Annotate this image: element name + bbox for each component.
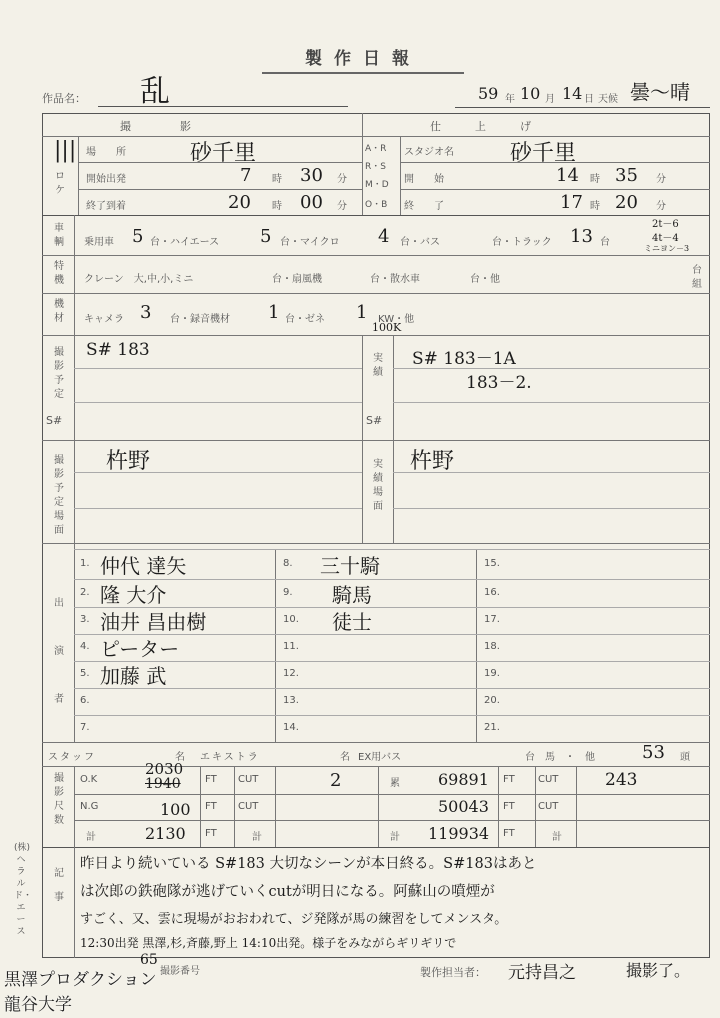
code-md: M・D — [365, 180, 389, 190]
day-unit: 日 — [584, 94, 594, 105]
fan-label: 台・扇風機 — [272, 274, 322, 285]
cast-num-8: 8. — [283, 558, 293, 569]
cast-num-20: 20. — [484, 695, 500, 706]
cast-label: 出演者 — [54, 598, 64, 705]
rec-label: 台・録音機材 — [170, 314, 230, 325]
horse-value: 53 — [642, 742, 665, 763]
code-ob: O・B — [365, 200, 388, 210]
total-value: 2130 — [145, 824, 186, 843]
ng-ft: FT — [205, 801, 217, 812]
finish-header: 仕 上 げ — [430, 120, 535, 133]
cast-num-16: 16. — [484, 587, 500, 598]
truck-label: 台・トラック — [492, 237, 552, 248]
car-label: 乗用車 — [84, 237, 114, 248]
cum-total: 119934 — [428, 824, 490, 843]
cast-num-15: 15. — [484, 558, 500, 569]
end-min: 00 — [300, 192, 323, 213]
footage-label: 撮影尺数 — [54, 773, 64, 826]
actual-location-label: 実績場面 — [373, 459, 383, 512]
ng-value: 100 — [160, 800, 191, 819]
horse-label: 台 馬 ・ 他 — [525, 752, 595, 763]
kw-value: 100K — [372, 321, 402, 334]
special-label: 特機 — [54, 261, 64, 286]
vehicle-unit: 台 — [600, 237, 610, 248]
actual-scene-2: 183－2. — [466, 373, 532, 393]
cum-ng-ft: FT — [503, 801, 515, 812]
min-unit-3: 分 — [656, 174, 666, 185]
horse-unit: 頭 — [680, 752, 690, 763]
micro-value: 4 — [378, 226, 390, 247]
cast-name-8: 三十騎 — [320, 554, 380, 578]
ok-cut-value: 2 — [330, 770, 342, 791]
date-year: 59 — [478, 84, 499, 103]
start-label: 開始出発 — [86, 174, 126, 185]
manager-value: 元持昌之 — [508, 963, 576, 983]
cast-name-2: 隆 大介 — [100, 583, 167, 607]
code-ar: A・R — [365, 144, 387, 154]
year-unit: 年 — [505, 94, 515, 105]
hiace-label: 台・ハイエース — [150, 237, 220, 248]
place-value: 砂千里 — [190, 141, 257, 166]
shoot-header: 撮 影 — [120, 120, 195, 133]
cast-num-4: 4. — [80, 641, 90, 652]
plan-location-value: 杵野 — [106, 449, 151, 474]
ng-cut-label: CUT — [238, 801, 259, 812]
actual-scene-1: S# 183－1A — [412, 349, 516, 369]
water-label: 台・散水車 — [370, 274, 420, 285]
actual-scene-suffix: S# — [366, 414, 383, 427]
cast-name-9: 騎馬 — [332, 583, 372, 607]
studio-label: スタジオ名 — [404, 147, 454, 158]
plan-scene-label: 撮影予定 — [54, 347, 64, 400]
cast-num-12: 12. — [283, 668, 299, 679]
staff-unit: 名 — [175, 752, 185, 763]
cast-num-7: 7. — [80, 722, 90, 733]
cast-name-4: ピーター — [100, 637, 180, 661]
cum-cut-value: 243 — [605, 770, 638, 790]
cum-ng-cut: CUT — [538, 801, 559, 812]
hiace-value: 5 — [260, 226, 272, 247]
extra-unit: 名 — [340, 752, 350, 763]
date-underline — [455, 107, 710, 108]
car-value: 5 — [132, 226, 144, 247]
ok-ft: FT — [205, 774, 217, 785]
equipment-label: 機材 — [54, 299, 64, 324]
crane-label: クレーン 大,中,小,ミニ — [84, 274, 194, 285]
notes-line-3: すごく、又、雲に現場がおおわれて、ジ発隊が馬の練習をしてメンスタ。 — [80, 912, 508, 927]
staff-label: スタッフ — [48, 752, 96, 763]
cum-ok-ft: FT — [503, 774, 515, 785]
cast-num-10: 10. — [283, 614, 299, 625]
cast-num-17: 17. — [484, 614, 500, 625]
notes-line-1: 昨日より続いている S#183 大切なシーンが本日終る。S#183はあと — [80, 856, 537, 872]
cast-num-5: 5. — [80, 668, 90, 679]
plan-scene-suffix: S# — [46, 414, 63, 427]
hour-unit-1: 時 — [272, 174, 282, 185]
micro-label: 台・マイクロ — [280, 237, 340, 248]
month-unit: 月 — [545, 94, 555, 105]
shoot-end-note: 撮影了。 — [626, 961, 691, 980]
title-underline — [262, 72, 464, 74]
notes-line-4: 12:30出発 黒澤,杉,斉藤,野上 14:10出発。様子をみながらギリギリで — [80, 936, 457, 950]
finish-end-min: 20 — [615, 192, 638, 213]
work-label: 作品名： — [42, 92, 86, 105]
vehicles-label: 車輌 — [54, 223, 64, 248]
start-hour: 7 — [240, 165, 252, 186]
rec-value: 1 — [268, 302, 280, 323]
cum-ok-cut: CUT — [538, 774, 559, 785]
cum-total-label: 計 — [390, 832, 400, 843]
publisher-mark: (株)ヘラルド・エース — [14, 843, 33, 937]
total-ft: FT — [205, 828, 217, 839]
min-unit-1: 分 — [337, 174, 347, 185]
weather-label: 天候 — [598, 94, 618, 105]
footer-prefix: 撮影番号 — [160, 966, 200, 977]
page-title: 製作日報 — [305, 49, 421, 69]
hour-unit-3: 時 — [590, 174, 600, 185]
actual-location-value: 杵野 — [410, 449, 455, 474]
ok-struck-value: 1940 — [145, 776, 181, 792]
camera-value: 3 — [140, 302, 152, 323]
cast-name-10: 徒士 — [332, 610, 372, 634]
watermark-line-1: 黒澤プロダクション — [4, 970, 157, 990]
truck-value: 13 — [570, 226, 593, 247]
cast-num-18: 18. — [484, 641, 500, 652]
notes-line-2: は次郎の鉄砲隊が逃げていくcutが明日になる。阿蘇山の噴煙が — [80, 884, 495, 900]
work-value: 乱 — [140, 74, 170, 109]
ok-label: O.K — [80, 774, 98, 785]
work-underline — [98, 106, 348, 107]
finish-end-label: 終 了 — [404, 201, 444, 212]
truck-note-1: 2t－6 — [652, 219, 679, 230]
cast-num-13: 13. — [283, 695, 299, 706]
place-label: 場 所 — [86, 147, 126, 158]
manager-label: 製作担当者： — [420, 966, 486, 979]
finish-start-min: 35 — [615, 165, 638, 186]
watermark-line-2: 龍谷大学 — [4, 995, 72, 1015]
extra-label: エキストラ — [200, 752, 260, 763]
bus-label: 台・バス — [400, 237, 440, 248]
code-rs: R・S — [365, 162, 386, 172]
ok-cut-label: CUT — [238, 774, 259, 785]
cast-num-19: 19. — [484, 668, 500, 679]
cast-num-1: 1. — [80, 558, 90, 569]
hour-unit-4: 時 — [590, 201, 600, 212]
studio-value: 砂千里 — [510, 141, 577, 166]
cum-ok: 69891 — [438, 770, 489, 789]
kw-label: KW・他 — [378, 314, 415, 325]
cum-label: 累 — [390, 778, 400, 789]
start-min: 30 — [300, 165, 323, 186]
end-label: 終了到着 — [86, 201, 126, 212]
cast-num-6: 6. — [80, 695, 90, 706]
cum-total-sum: 計 — [552, 832, 562, 843]
set-label: 台組 — [692, 265, 702, 290]
cast-num-11: 11. — [283, 641, 299, 652]
ok-value: 2030 — [145, 760, 184, 778]
cast-num-2: 2. — [80, 587, 90, 598]
cum-ng: 50043 — [438, 797, 489, 816]
other-label: 台・他 — [470, 274, 500, 285]
cum-total-ft: FT — [503, 828, 515, 839]
hour-unit-2: 時 — [272, 201, 282, 212]
footer-number: 65 — [140, 952, 158, 968]
finish-start-hour: 14 — [556, 165, 579, 186]
finish-end-hour: 17 — [560, 192, 583, 213]
cast-num-14: 14. — [283, 722, 299, 733]
cast-name-5: 加藤 武 — [100, 664, 167, 688]
notes-label: 記事 — [54, 868, 64, 903]
min-unit-2: 分 — [337, 201, 347, 212]
plan-scene-value: S# 183 — [86, 340, 150, 360]
cast-num-9: 9. — [283, 587, 293, 598]
finish-start-label: 開 始 — [404, 174, 444, 185]
total-sum-label: 計 — [252, 832, 262, 843]
ng-label: N.G — [80, 801, 99, 812]
total-label: 計 — [86, 832, 96, 843]
gene-label: 台・ゼネ — [285, 314, 325, 325]
loke-mark: ||| — [54, 138, 77, 163]
cast-name-1: 仲代 達矢 — [100, 554, 187, 578]
actual-scene-label: 実績 — [373, 353, 383, 378]
date-month: 10 — [520, 84, 541, 103]
cast-name-3: 油井 昌由樹 — [100, 610, 207, 634]
camera-label: キャメラ — [84, 314, 124, 325]
date-day: 14 — [562, 84, 583, 103]
loke-label: ロケ — [55, 171, 65, 196]
min-unit-4: 分 — [656, 201, 666, 212]
gene-value: 1 — [356, 302, 368, 323]
weather-value: 曇～晴 — [630, 80, 690, 104]
cast-num-3: 3. — [80, 614, 90, 625]
ex-bus-label: EX用バス — [358, 752, 402, 763]
truck-note-2: 4t－4 — [652, 233, 679, 244]
truck-note-3: ミニヨン－3 — [644, 244, 690, 253]
plan-location-label: 撮影予定場面 — [54, 455, 64, 536]
cast-num-21: 21. — [484, 722, 500, 733]
end-hour: 20 — [228, 192, 251, 213]
